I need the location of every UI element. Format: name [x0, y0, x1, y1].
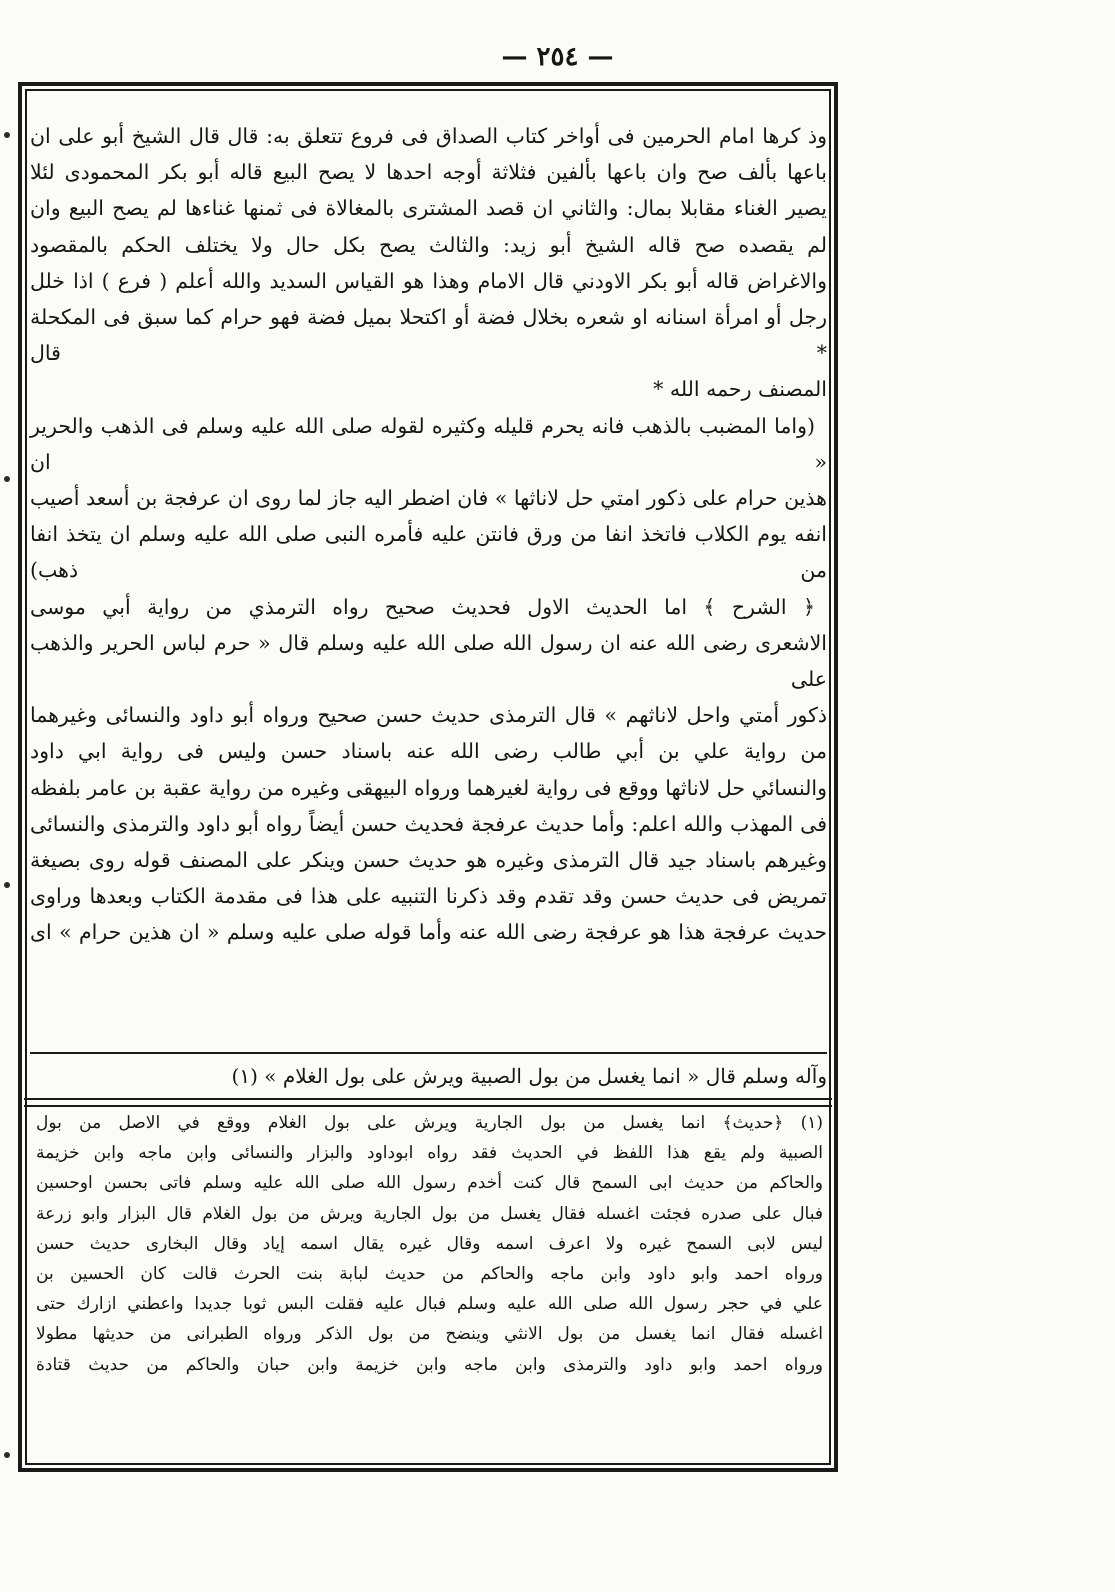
section-divider	[30, 1052, 827, 1054]
text-line: ذكور أمتي واحل لاناثهم » قال الترمذى حديث حسن صحيح ورواه أبو داود والنسائى وغيرهما	[30, 703, 827, 728]
text-line: يصير الغناء مقابلا بمال: والثاني ان قصد المشترى بالمغالاة فى ثمنها غناءها لم يصح البيع وان	[30, 196, 827, 221]
text-line: انفه يوم الكلاب فاتخذ انفا من ورق فانتن عليه فأمره النبى صلى الله عليه وسلم ان يتخذ انفا من ذهب)	[30, 522, 827, 583]
footnote-line: ليس لابى السمح غيره ولا اعرف اسمه وقال غيره يقال اسمه إياد وقال البخارى حديث حسن	[36, 1233, 823, 1254]
text-line: الاشعرى رضى الله عنه ان رسول الله صلى الله عليه وسلم قال « حرم لباس الحرير والذهب على	[30, 630, 827, 692]
footnote-line: (١) ﴿حديث﴾ انما يغسل من بول الجارية ويرش على بول الغلام ووقع في الاصل من بول	[36, 1113, 823, 1133]
text-line: والاغراض قاله أبو بكر الاودني قال الامام وهذا هو القياس السديد والله أعلم ( فرع ) اذا خلل	[30, 268, 827, 293]
page-number: — ٢٥٤ —	[501, 42, 614, 72]
margin-dot	[4, 132, 10, 138]
footnote-line: والحاكم من حديث ابى السمح قال كنت أخدم رسول الله صلى الله عليه وسلم فاتى بحسن اوحسين	[36, 1173, 823, 1194]
footnote-block	[36, 1108, 823, 1380]
margin-dot	[4, 476, 10, 482]
footnote-line: ورواه احمد وابو داود والترمذى وابن ماجه وابن خزيمة وابن حبان والحاكم من حديث قتادة	[36, 1354, 823, 1375]
text-line: ﴿ الشرح ﴾ اما الحديث الاول فحديث صحيح رواه الترمذي من رواية أبي موسى	[30, 594, 815, 619]
text-line: رجل أو امرأة اسنانه او شعره بخلال فضة أو اكتحلا بميل فضة فهو حرام كما سبق فى المكحلة * قال	[30, 305, 827, 366]
text-line: المصنف رحمه الله *	[653, 377, 827, 402]
margin-dot	[4, 1452, 10, 1458]
text-line: حديث عرفجة هذا هو عرفجة رضى الله عنه وأما قوله صلى عليه وسلم « ان هذين حرام » اى	[30, 920, 827, 945]
text-line: تمريض فى حديث حسن وقد تقدم وقد ذكرنا التنبيه على هذا فى مقدمة الكتاب وبعدها وراوى	[30, 884, 828, 909]
text-line: هذين حرام على ذكور امتي حل لاناثها » فان اضطر اليه جاز لما روى ان عرفجة بن أسعد أصيب	[30, 486, 827, 511]
text-line: باعها بألف صح وان باعها بألفين فثلاثة أوجه احدها لا يصح البيع قاله أبو بكر المحمودى لئلا	[30, 160, 827, 185]
text-line: من رواية علي بن أبي طالب رضى الله عنه باسناد حسن وليس فى رواية ابي داود	[30, 739, 827, 764]
text-line: وغيرهم باسناد جيد قال الترمذى وغيره هو حديث حسن وينكر على المصنف قوله روى بصيغة	[30, 848, 827, 873]
hadith-note-line: وآله وسلم قال « انما يغسل من بول الصبية ويرش على بول الغلام » (١)	[231, 1064, 827, 1088]
text-line: وذ كرها امام الحرمين فى أواخر كتاب الصداق فى فروع تتعلق به: قال قال الشيخ أبو على ان	[30, 124, 827, 148]
footnote-rule	[24, 1098, 832, 1107]
footnote-line: ورواه احمد وابو داود وابن ماجه والحاكم من حديث لبابة بنت الحرث قالت كان الحسين بن	[36, 1264, 823, 1285]
text-line: والنسائي حل لاناثها ووقع فى رواية لغيرهما ورواه البيهقى وغيره من رواية عقبة بن عامر بلفظه	[30, 775, 827, 800]
text-line: لم يقصده صح قاله الشيخ أبو زيد: والثالث يصح بكل حال ولا يختلف الحكم بالمقصود	[30, 232, 827, 257]
main-text-block	[30, 118, 827, 951]
margin-dot	[4, 882, 10, 888]
footnote-line: الصبية ولم يقع هذا اللفظ في الحديث فقد رواه ابوداود والبزار والنسائى وابن ماجه وابن خزيمة	[36, 1143, 823, 1164]
footnote-line: علي في حجر رسول الله صلى الله عليه وسلم فبال عليه فقلت البس ثوبا جديدا واعطني ازارك حتى	[36, 1294, 823, 1315]
footnote-line: فبال على صدره فجئت اغسله فقال يغسل من بول الجارية ويرش من بول الغلام قال البزار وابو زرعة	[36, 1203, 823, 1224]
text-line: (واما المضبب بالذهب فانه يحرم قليله وكثيره لقوله صلى الله عليه وسلم فى الذهب والحرير « ان	[30, 413, 827, 474]
footnote-line: اغسله فقال انما يغسل من بول الانثي وينضح من بول الذكر ورواه الطبرانى من حديثها مطولا	[36, 1324, 823, 1345]
text-line: فى المهذب والله اعلم: وأما حديث عرفجة فحديث حسن أيضاً رواه أبو داود والترمذى والنسائى	[30, 811, 827, 836]
